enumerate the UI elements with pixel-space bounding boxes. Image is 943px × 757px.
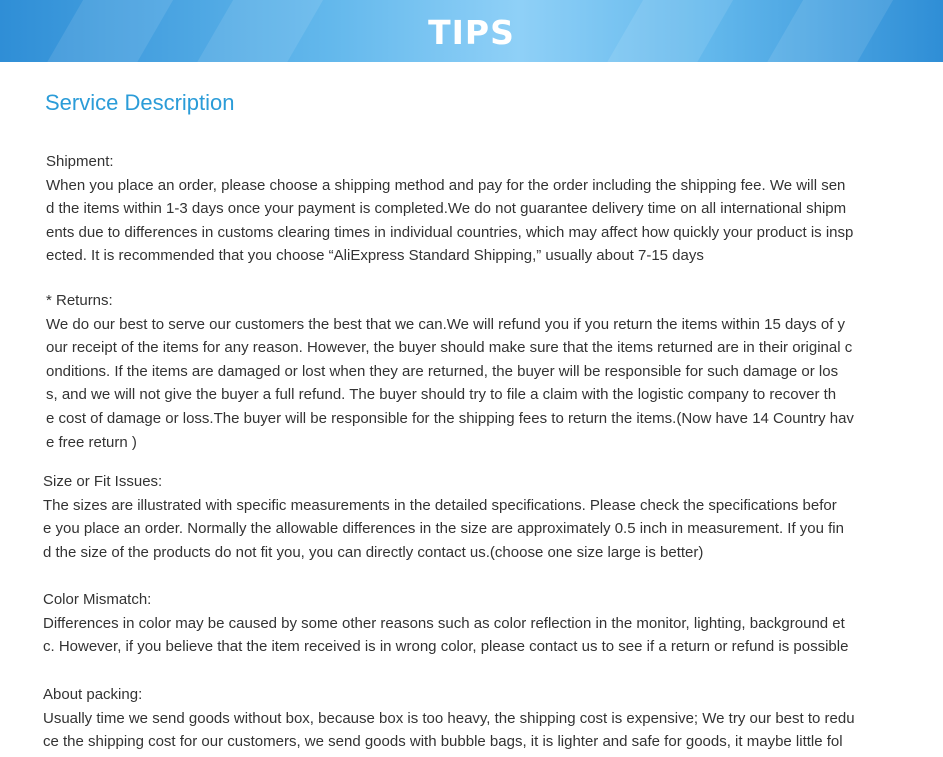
color-mismatch-text-line: c. However, if you believe that the item received is in wrong color, please contact us to see if a return or refund is possible xyxy=(43,638,849,656)
size-fit-section xyxy=(43,470,895,564)
size-fit-text-line: The sizes are illustrated with specific measurements in the detailed specifications. Please check the specifications befor xyxy=(43,496,837,514)
returns-section xyxy=(46,289,898,454)
shipment-heading: Shipment: xyxy=(46,153,114,170)
banner-title: TIPS xyxy=(428,13,515,52)
color-mismatch-section xyxy=(43,588,895,659)
returns-heading: * Returns: xyxy=(46,292,113,309)
packing-section xyxy=(43,683,895,754)
returns-text-line: e free return ) xyxy=(46,433,137,451)
color-mismatch-heading: Color Mismatch: xyxy=(43,591,152,608)
packing-text-line: Usually time we send goods without box, because box is too heavy, the shipping cost is expensive; We try our best to redu xyxy=(43,709,855,727)
tips-banner xyxy=(0,0,943,62)
size-fit-text-line: d the size of the products do not fit you, you can directly contact us.(choose one size large is better) xyxy=(43,543,704,561)
color-mismatch-text-line: Differences in color may be caused by some other reasons such as color reflection in the monitor, lighting, background et xyxy=(43,614,845,632)
shipment-text-line: d the items within 1-3 days once your payment is completed.We do not guarantee delivery time on all international shipm xyxy=(46,200,847,218)
packing-heading: About packing: xyxy=(43,686,143,703)
returns-text-line: s, and we will not give the buyer a full refund. The buyer should try to file a claim with the logistic company to recover th xyxy=(46,386,837,404)
size-fit-heading: Size or Fit Issues: xyxy=(43,473,163,490)
shipment-text-line: ected. It is recommended that you choose “AliExpress Standard Shipping,” usually about 7-15 days xyxy=(46,247,704,265)
shipment-text-line: When you place an order, please choose a shipping method and pay for the order including the shipping fee. We will sen xyxy=(46,176,846,194)
returns-text-line: We do our best to serve our customers the best that we can.We will refund you if you return the items within 15 days of y xyxy=(46,315,845,333)
returns-text-line: our receipt of the items for any reason. However, the buyer should make sure that the items returned are in their original c xyxy=(46,339,853,357)
shipment-section xyxy=(46,150,898,268)
size-fit-text-line: e you place an order. Normally the allowable differences in the size are approximately 0.5 inch in measurement. If you fin xyxy=(43,520,844,538)
packing-text-line: ce the shipping cost for our customers, we send goods with bubble bags, it is lighter and safe for goods, it maybe little fol xyxy=(43,733,843,751)
returns-text-line: onditions. If the items are damaged or lost when they are returned, the buyer will be responsible for such damage or los xyxy=(46,362,839,380)
returns-text-line: e cost of damage or loss.The buyer will be responsible for the shipping fees to return the items.(Now have 14 Country hav xyxy=(46,409,854,427)
shipment-text-line: ents due to differences in customs clearing times in individual countries, which may affect how quickly your product is insp xyxy=(46,223,854,241)
section-title: Service Description xyxy=(45,90,235,115)
